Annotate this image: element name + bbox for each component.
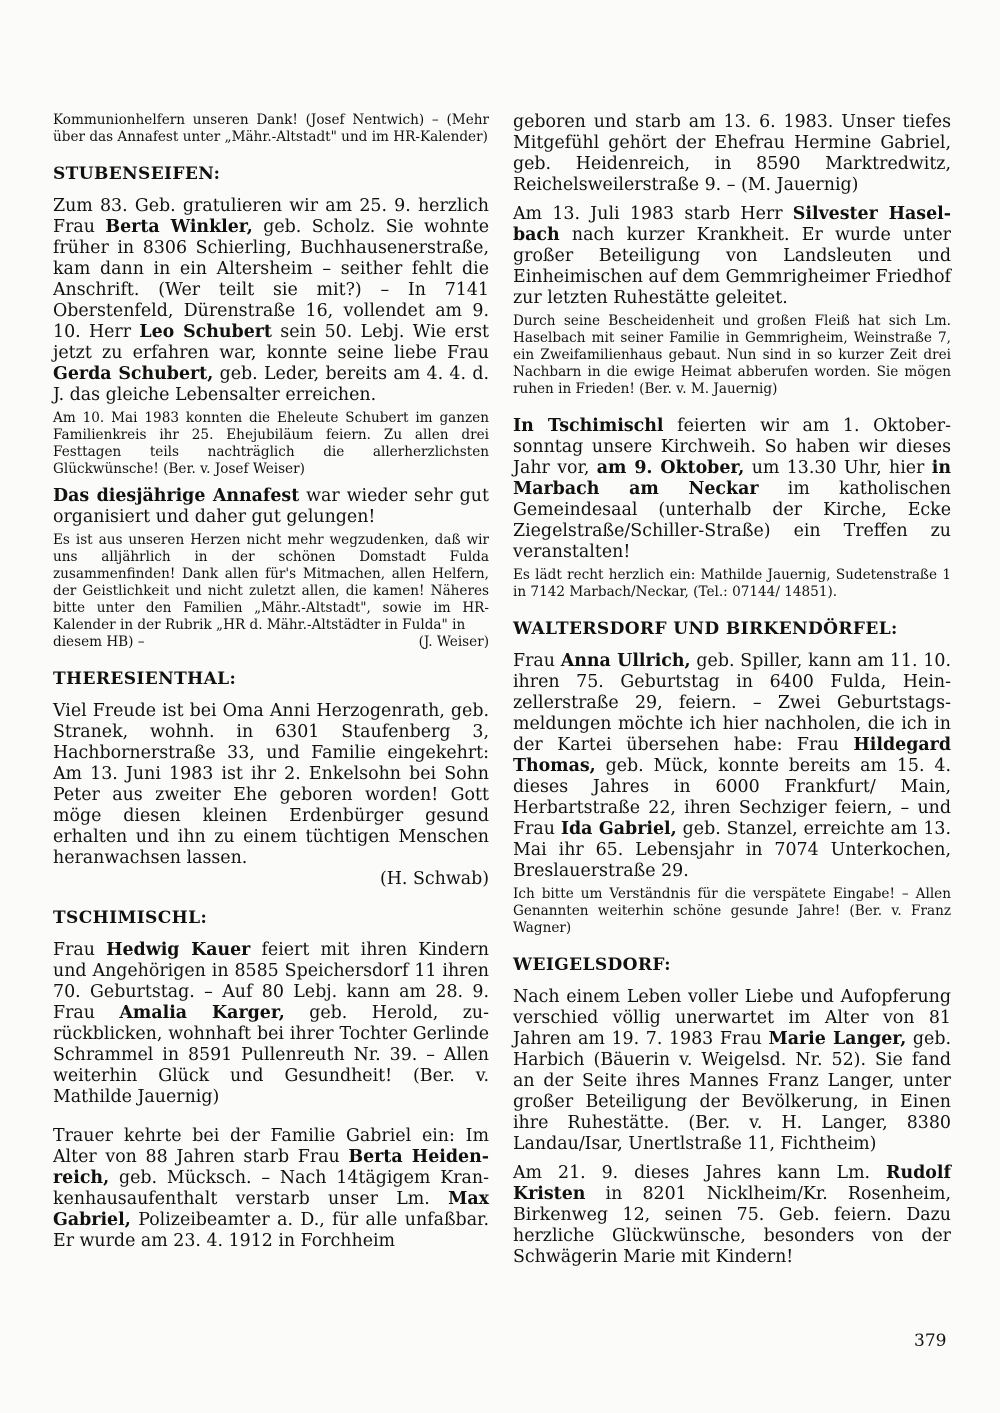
- emphasis-text: in Marbach am Neckar: [513, 458, 951, 499]
- person-name: Marie Langer,: [768, 1029, 907, 1049]
- text-segment: Am 21. 9. dieses Jahres kann Lm.: [513, 1163, 887, 1183]
- author-signature: (H. Schwab): [379, 869, 489, 889]
- text-segment: um 13.30 Uhr, hier: [744, 458, 932, 478]
- text-segment: geb. Harbich (Bäuerin v. Weigelsd. Nr. 52). Sie fand an der Seite ihres Mannes Franz Langer, unter großer Beteiligung der Bevölkerung, in Einen ihre Ruhestätte. (Ber. v. H. Langer, 8380 Landau/Isar, Unertlstraße 11, Fichtheim): [513, 1029, 951, 1154]
- paragraph-annafest-intro: [53, 486, 489, 528]
- heading-weigelsdorf: WEIGELSDORF:: [513, 955, 671, 975]
- paragraph-gabriel-mourning: [53, 1126, 489, 1252]
- paragraph-tschimischl-birthdays: [53, 940, 489, 1108]
- text-segment: diesem HB) –: [53, 634, 145, 650]
- text-segment: geb. Mück, konnte bereits am 15. 4. dieses Jahres in 6000 Frankfurt/ Main, Herbartstraße 22, ihren Sechziger feiern, – und Frau: [513, 756, 951, 839]
- text-segment: feierten wir am 1. Oktobersonntag unsere Kirchweih. So haben wir dieses Jahr vor,: [513, 416, 952, 478]
- paragraph-invitation-contact: Es lädt recht herzlich ein: Mathilde Jauernig, Sudetenstraße 1 in 7142 Marbach/Neckar, (Tel.: 07144/ 14851).: [513, 567, 951, 600]
- text-segment: Nach einem Leben voller Liebe und Aufopferung verschied völlig unerwartet im Alter von 81 Jahren am 19. 7. 1983 Frau: [513, 987, 951, 1049]
- paragraph-stubenseifen-birthdays: [53, 196, 489, 406]
- text-segment: Polizeibeamter a. D., für alle unfaßbar. Er wurde am 23. 4. 1912 in Forchheim: [53, 1210, 489, 1251]
- text-segment: Am 13. Juli 1983 starb Herr: [513, 204, 793, 224]
- author-signature: (J. Weiser): [418, 634, 489, 650]
- text-segment: geb. Stanzel, erreichte am 13. Mai ihr 65. Lebensjahr in 7074 Unterkochen, Breslauerstraße 29.: [513, 819, 951, 881]
- person-name: Anna Ullrich,: [560, 651, 691, 671]
- text-segment: Frau: [513, 651, 561, 671]
- paragraph-waltersdorf-birthdays: [513, 651, 951, 882]
- heading-stubenseifen: STUBENSEIFEN:: [53, 164, 221, 184]
- paragraph-kristen-birthday: [513, 1163, 951, 1268]
- emphasis-text: In Tschimischl: [513, 416, 664, 436]
- text-segment: im katholischen Gemeindesaal (unterhalb der Kirche, Ecke Ziegelstraße/Schiller-Straße) ein Treffen zu veranstalten!: [513, 479, 951, 562]
- text-segment: Zum 83. Geb. gratulieren wir am 25. 9. herzlich Frau: [53, 196, 489, 237]
- text-segment: geb. Mücksch. – Nach 14tägigem Krankenhausaufenthalt verstarb unser Lm.: [53, 1168, 489, 1209]
- text-segment: Trauer kehrte bei der Familie Gabriel ein: Im Alter von 88 Jahren starb Frau: [53, 1126, 489, 1167]
- paragraph-annafest-details: Es ist aus unseren Herzen nicht mehr wegzudenken, daß wir uns alljährlich in der schönen Domstadt Fulda zusammenfinden! Dank allen für's Mitmachen, allen Helfern, der Geistlichkeit und nicht zuletzt allen, die kamen! Näheres bitte unter den Familien „Mähr.-Altstadt", sowie im HR-Kalender in der Rubrik „HR d. Mähr.-Altstädter in Fulda" in: [53, 532, 489, 633]
- heading-theresienthal: THERESIENTHAL:: [53, 669, 237, 689]
- person-name: Ida Gabriel,: [560, 819, 677, 839]
- left-column: [53, 112, 489, 1252]
- text-segment: geb. Herold, zurückblicken, wohnhaft bei ihrer Tochter Gerlinde Schrammel in 8591 Pullenreuth Nr. 39. – Allen weiterhin Glück und Gesundheit! (Ber. v. Mathilde Jauernig): [53, 1003, 489, 1107]
- text-segment: sein 50. Lebj. Wie erst jetzt zu erfahren war, konnte seine liebe Frau: [53, 322, 490, 363]
- person-name: Hedwig Kauer: [106, 940, 251, 960]
- text-segment: geb. Spiller, kann am 11. 10. ihren 75. Geburtstag in 6400 Fulda, Heinzellerstraße 29, feiern. – Zwei Geburtstagsmeldungen möchte ich hier nachholen, die ich in der Kartei übersehen habe: Frau: [513, 651, 951, 755]
- page-number: 379: [914, 1331, 947, 1351]
- paragraph-schubert-anniversary: Am 10. Mai 1983 konnten die Eheleute Schubert im ganzen Familienkreis ihr 25. Ehejubiläum feiern. Zu allen drei Festtagen teils nachträglich die allerherzlichsten Glückwünsche! (Ber. v. Josef Weiser): [53, 410, 489, 477]
- person-name: Berta Heidenreich,: [53, 1147, 489, 1188]
- emphasis-text: am 9. Oktober,: [596, 458, 745, 478]
- emphasis-text: Das diesjährige Annafest: [53, 486, 300, 506]
- paragraph-theresienthal-birth: Viel Freude ist bei Oma Anni Herzogenrath, geb. Stranek, wohnh. in 6301 Staufenberg 3, Hachbornerstraße 33, und Familie eingekehrt: Am 13. Juni 1983 ist ihr 2. Enkelsohn bei Sohn Peter aus zweiter Ehe geboren worden! Gott möge diesen kleinen Erdenbürger gesund erhalten und ihn zu einem tüchtigen Menschen heranwachsen lassen.: [53, 701, 489, 868]
- paragraph-haselbach-details: Durch seine Bescheidenheit und großen Fleiß hat sich Lm. Haselbach mit seiner Familie in Gemmrigheim, Weinstraße 7, ein Zweifamilienhaus gebaut. Nun sind in so kurzer Zeit drei Nachbarn in die ewige Heimat abberufen worden. Sie mögen ruhen in Frieden! (Ber. v. M. Jauernig): [513, 313, 951, 397]
- paragraph-apology-note: Ich bitte um Verständnis für die verspätete Eingabe! – Allen Genannten weiterhin schöne gesunde Jahre! (Ber. v. Franz Wagner): [513, 886, 951, 936]
- text-segment: war wieder sehr gut organisiert und daher gut gelungen!: [53, 486, 489, 527]
- person-name: Leo Schubert: [139, 322, 272, 342]
- heading-tschimischl: TSCHIMISCHL:: [53, 908, 208, 928]
- paragraph-annafest-thanks: Kommunionhelfern unseren Dank! (Josef Nentwich) – (Mehr über das Annafest unter „Mähr.-Altstadt" und im HR-Kalender): [53, 112, 489, 145]
- person-name: Max Gabriel,: [53, 1189, 489, 1230]
- heading-waltersdorf-birkendoerfel: WALTERSDORF UND BIRKENDÖRFEL:: [513, 619, 898, 639]
- person-name: Silvester Haselbach: [513, 204, 951, 245]
- person-name: Rudolf Kristen: [513, 1163, 951, 1204]
- text-segment: in 8201 Nicklheim/Kr. Rosenheim, Birkenweg 12, seinen 75. Geb. feiern. Dazu herzliche Glückwünsche, besonders von der Schwägerin Marie mit Kindern!: [513, 1184, 951, 1267]
- person-name: Berta Winkler,: [105, 217, 253, 237]
- text-segment: geb. Leder, bereits am 4. 4. d. J. das gleiche Lebensalter erreichen.: [53, 364, 489, 405]
- text-segment: Frau: [53, 940, 107, 960]
- paragraph-gabriel-continued: geboren und starb am 13. 6. 1983. Unser tiefes Mitgefühl gehört der Ehefrau Hermine Gabriel, geb. Heidenreich, in 8590 Marktredwitz, Reichelsweilerstraße 9. – (M. Jauernig): [513, 112, 951, 195]
- text-segment: nach kurzer Krankheit. Er wurde unter großer Beteiligung von Landsleuten und Einheimischen auf dem Gemmrigheimer Friedhof zur letzten Ruhestätte geleitet.: [513, 225, 951, 308]
- right-column: [513, 112, 951, 1268]
- person-name: Gerda Schubert,: [53, 364, 214, 384]
- text-segment: feiert mit ihren Kindern und Angehörigen in 8585 Speichersdorf 11 ihren 70. Geburtstag. – Auf 80 Lebj. kann am 28. 9. Frau: [53, 940, 489, 1023]
- paragraph-kirchweih-meeting: [513, 416, 951, 563]
- text-segment: geb. Scholz. Sie wohnte früher in 8306 Schierling, Buchhausenerstraße, kam dann in ein Altersheim – seither fehlt die Anschrift. (Wer teilt sie mit?) – In 7141 Oberstenfeld, Dürenstraße 16, vollendet am 9. 10. Herr: [53, 217, 490, 342]
- signature-line: [53, 634, 489, 651]
- person-name: Hildegard Thomas,: [513, 735, 951, 776]
- paragraph-langer-death: [513, 987, 951, 1155]
- paragraph-haselbach-death: [513, 204, 951, 309]
- person-name: Amalia Karger,: [119, 1003, 285, 1023]
